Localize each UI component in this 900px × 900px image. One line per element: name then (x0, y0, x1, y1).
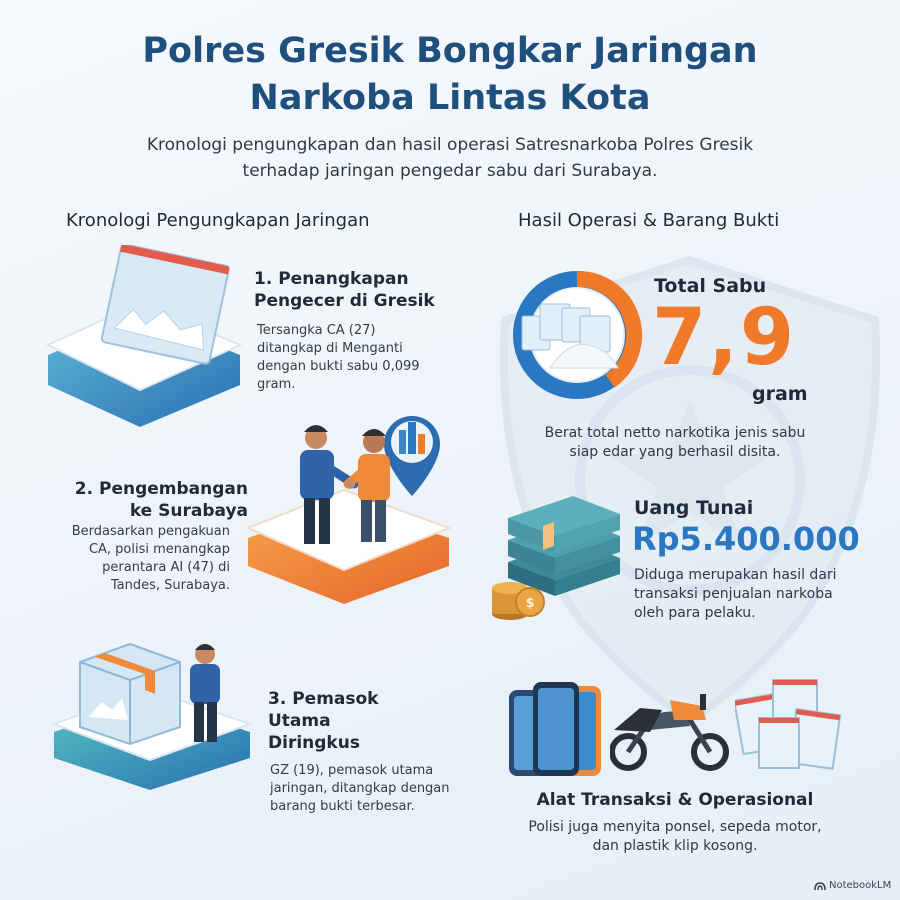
motorcycles-icon (610, 680, 735, 775)
step-3-body: GZ (19), pemasok utama jaringan, ditangkap dengan barang bukti terbesar. (270, 763, 450, 814)
cash-label: Uang Tunai (634, 497, 754, 519)
cash-value: Rp5.400.000 (632, 520, 860, 558)
svg-text:$: $ (525, 596, 535, 611)
handshake-platform-icon (244, 408, 459, 608)
sabu-donut-icon (510, 268, 645, 403)
sabu-description: Berat total netto narkotika jenis sabu siap edar yang berhasil disita. (544, 425, 806, 460)
step-2-title: 2. Pengembangan ke Surabaya (74, 479, 248, 521)
tools-label: Alat Transaksi & Operasional (536, 790, 814, 810)
sabu-unit: gram (752, 383, 808, 405)
page-subtitle-line1: Kronologi pengungkapan dan hasil operasi Satresnarkoba Polres Gresik (146, 135, 754, 155)
footer-brand-text: NotebookLM (829, 880, 892, 891)
step-3-title: 3. Pemasok Utama Diringkus (268, 689, 379, 753)
tools-description: Polisi juga menyita ponsel, sepeda motor, dan plastik klip kosong. (528, 819, 822, 854)
cash-stack-icon (488, 492, 628, 622)
sabu-label: Total Sabu (654, 275, 767, 297)
right-section-heading: Hasil Operasi & Barang Bukti (518, 210, 780, 231)
page-title-line1: Polres Gresik Bongkar Jaringan (142, 31, 758, 71)
footer-brand (814, 880, 891, 891)
cash-description: Diduga merupakan hasil dari transaksi penjualan narkoba oleh para pelaku. (634, 567, 837, 621)
evidence-bag-platform-icon (40, 245, 250, 445)
clip-bags-icon (735, 676, 845, 776)
page-title-line2: Narkoba Lintas Kota (249, 78, 651, 118)
page-subtitle-line2: terhadap jaringan pengedar sabu dari Surabaya. (242, 161, 658, 181)
page-subtitle (60, 132, 840, 184)
step-1-title: 1. Penangkapan Pengecer di Gresik (254, 269, 435, 311)
left-section-heading: Kronologi Pengungkapan Jaringan (66, 210, 370, 231)
step-2-body: Berdasarkan pengakuan CA, polisi menangkap perantara AI (47) di Tandes, Surabaya. (71, 524, 230, 593)
step-1-body: Tersangka CA (27) ditangkap di Menganti dengan bukti sabu 0,099 gram. (257, 323, 420, 392)
sabu-value: 7,9 (652, 293, 797, 383)
page-title (0, 28, 900, 122)
phones-icon (505, 680, 605, 780)
notebooklm-logo-icon (814, 881, 826, 891)
supplier-box-platform-icon (50, 632, 255, 792)
